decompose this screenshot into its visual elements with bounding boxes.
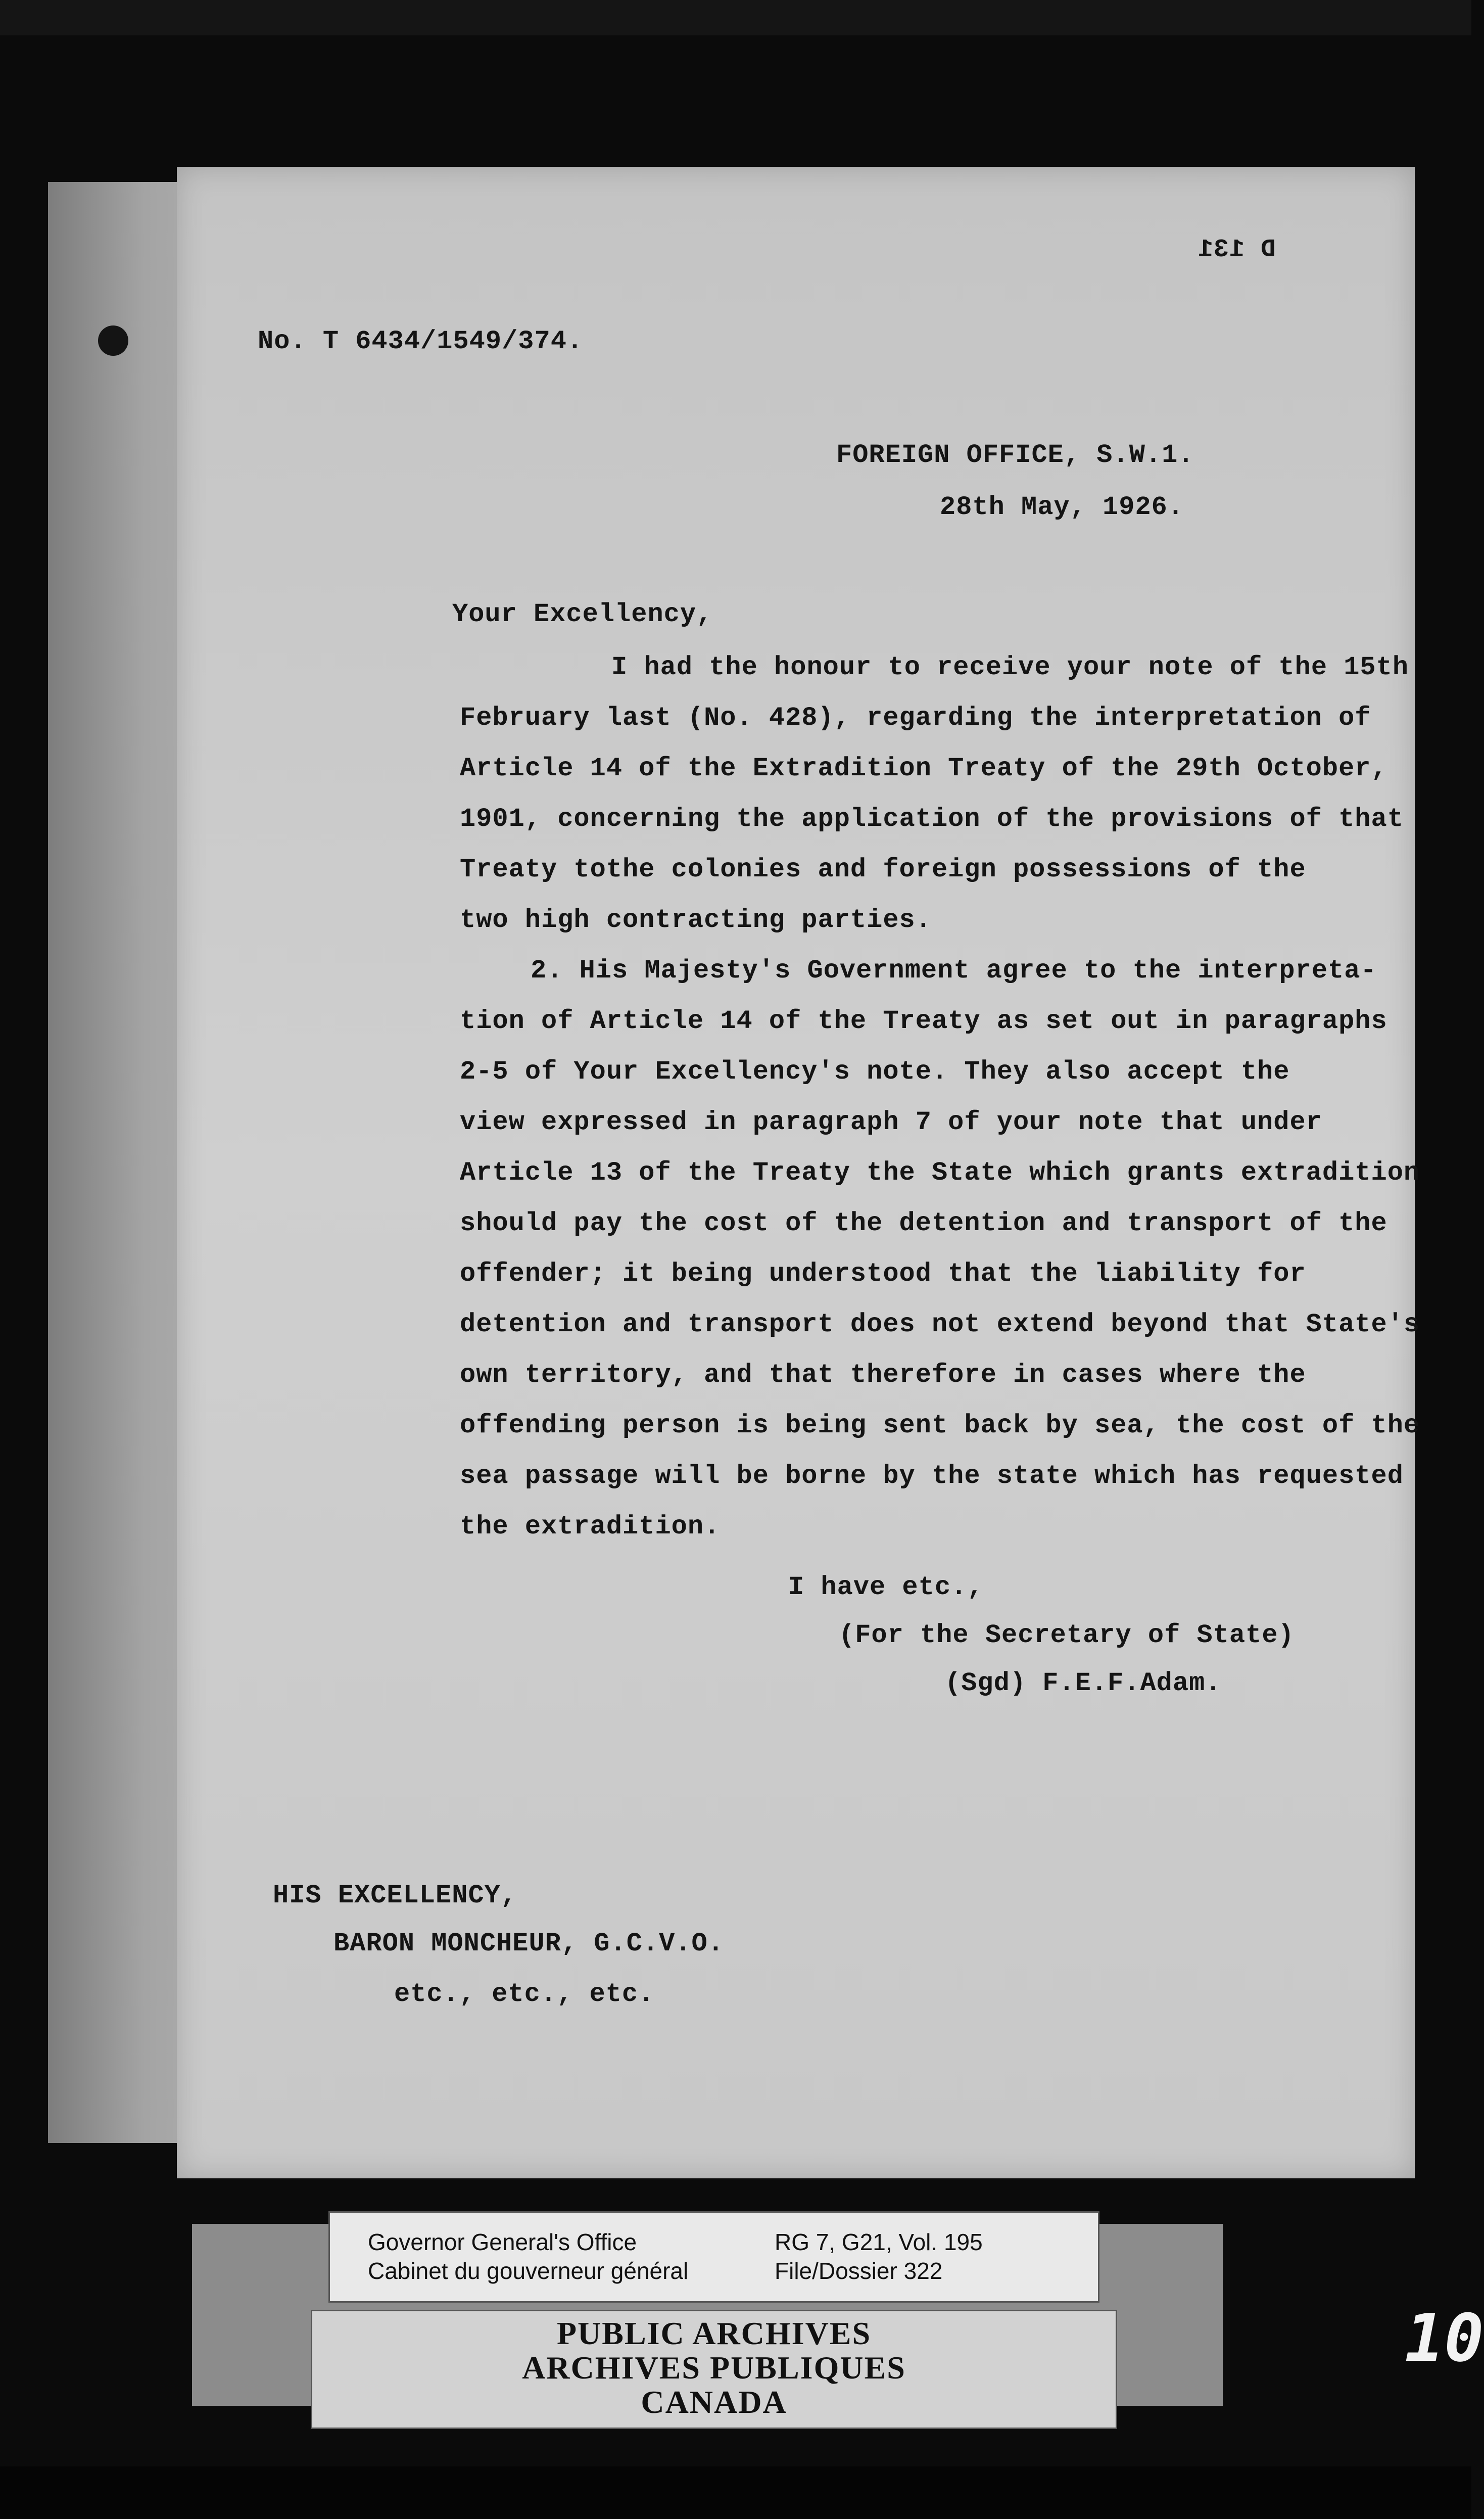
- public-archives-stamp: [311, 2310, 1117, 2429]
- closing-formula: I have etc.,: [788, 1572, 984, 1602]
- archive-reference-label: [328, 2211, 1099, 2303]
- body-line: 2. His Majesty's Government agree to the interpreta-: [531, 956, 1377, 986]
- archives-english: PUBLIC ARCHIVES: [556, 2315, 872, 2351]
- signature-line: (Sgd) F.E.F.Adam.: [945, 1668, 1222, 1698]
- film-frame-bottom-edge: [0, 2466, 1471, 2519]
- body-line: Treaty tothe colonies and foreign possessions of the: [460, 855, 1306, 884]
- body-line: tion of Article 14 of the Treaty as set out in paragraphs: [460, 1006, 1387, 1036]
- record-group-reference: RG 7, G21, Vol. 195: [775, 2229, 983, 2255]
- body-line: offending person is being sent back by sea, the cost of the: [460, 1411, 1420, 1440]
- salutation: Your Excellency,: [452, 599, 713, 629]
- reference-number: No. T 6434/1549/374.: [258, 326, 584, 356]
- letter-page: [177, 167, 1420, 2178]
- addressee-title: HIS EXCELLENCY,: [273, 1881, 517, 1910]
- body-line: detention and transport does not extend beyond that State's: [460, 1310, 1420, 1339]
- office-english: Governor General's Office: [368, 2229, 637, 2255]
- body-line: 1901, concerning the application of the provisions of that: [460, 804, 1404, 834]
- punch-hole: [98, 325, 128, 356]
- body-line: Article 14 of the Extradition Treaty of the 29th October,: [460, 754, 1387, 783]
- file-number: File/Dossier 322: [775, 2258, 943, 2284]
- addressee-name: BARON MONCHEUR, G.C.V.O.: [333, 1929, 724, 1958]
- body-line: sea passage will be borne by the state which has requested: [460, 1461, 1404, 1491]
- body-line: Article 13 of the Treaty the State which grants extradition: [460, 1158, 1420, 1188]
- office-french: Cabinet du gouverneur général: [368, 2258, 689, 2284]
- body-line: offender; it being understood that the liability for: [460, 1259, 1306, 1289]
- film-frame-number: 10: [1405, 2300, 1484, 2376]
- archives-french: ARCHIVES PUBLIQUES: [522, 2350, 906, 2386]
- body-line: February last (No. 428), regarding the interpretation of: [460, 703, 1371, 733]
- body-line: 2-5 of Your Excellency's note. They also accept the: [460, 1057, 1290, 1087]
- letter-date: 28th May, 1926.: [940, 492, 1184, 522]
- body-line: I had the honour to receive your note of the 15th: [611, 652, 1409, 682]
- closing-on-behalf: (For the Secretary of State): [839, 1620, 1295, 1650]
- sender-office: FOREIGN OFFICE, S.W.1.: [836, 440, 1194, 470]
- body-line: view expressed in paragraph 7 of your note that under: [460, 1107, 1322, 1137]
- page-marker: D 131: [1198, 236, 1276, 264]
- body-line: should pay the cost of the detention and transport of the: [460, 1208, 1387, 1238]
- body-line: two high contracting parties.: [460, 905, 932, 935]
- film-frame-top-edge: [0, 0, 1471, 35]
- body-line: own territory, and that therefore in cases where the: [460, 1360, 1306, 1390]
- body-line: the extradition.: [460, 1512, 721, 1542]
- addressee-etc: etc., etc., etc.: [394, 1979, 655, 2009]
- archives-country: CANADA: [641, 2384, 787, 2420]
